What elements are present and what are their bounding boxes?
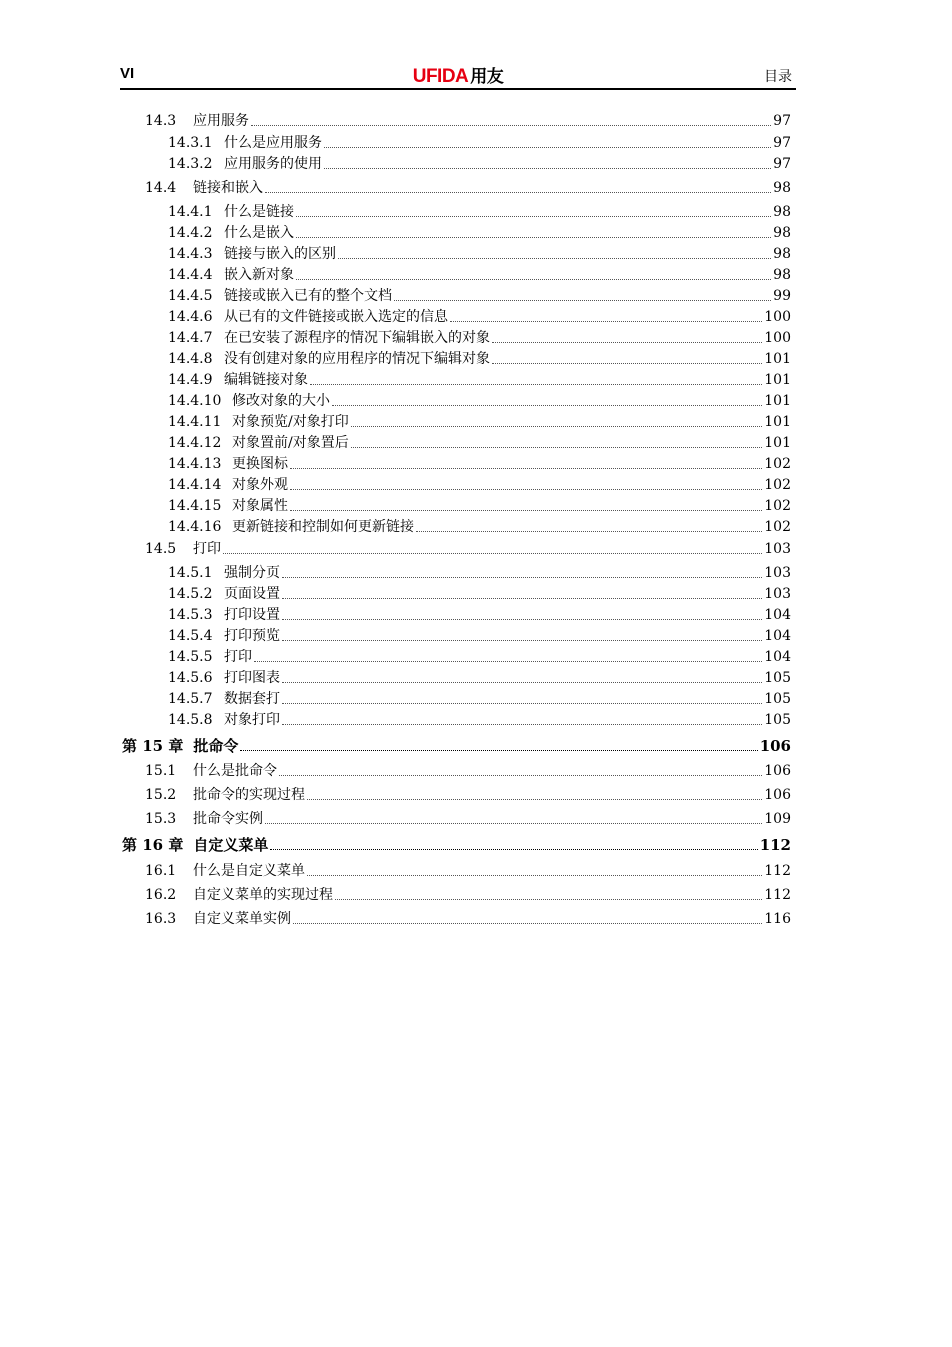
toc-entry-number: 14.4.5 (168, 288, 213, 304)
toc-entry-number: 16.3 (145, 911, 177, 927)
dot-leader (296, 215, 771, 217)
dot-leader (251, 124, 771, 126)
toc-entry-page: 98 (773, 225, 791, 241)
toc-entry-title: 对象预览/对象打印 (232, 414, 349, 430)
logo-brand-text: UFIDA (412, 66, 469, 87)
dot-leader (282, 597, 762, 599)
toc-entry-page: 99 (773, 288, 791, 304)
toc-entry-page: 97 (773, 113, 791, 129)
toc-entry-page: 101 (764, 393, 791, 409)
dot-leader (351, 446, 763, 448)
toc-entry-number: 16.2 (145, 887, 177, 903)
toc-entry-title: 打印 (193, 541, 221, 557)
dot-leader (332, 404, 762, 406)
toc-entry-title: 应用服务 (193, 113, 249, 129)
toc-entry-page: 109 (764, 811, 791, 827)
toc-entry-page: 104 (764, 607, 791, 623)
dot-leader (416, 530, 762, 532)
toc-entry-page: 101 (764, 351, 791, 367)
toc-entry-number: 14.5.2 (168, 586, 213, 602)
toc-entry-title: 链接或嵌入已有的整个文档 (224, 288, 392, 304)
dot-leader (279, 774, 762, 776)
toc-entry[interactable] (0, 860, 952, 880)
toc-entry-title: 在已安装了源程序的情况下编辑嵌入的对象 (224, 330, 490, 346)
toc-entry[interactable] (0, 222, 952, 242)
toc-entry[interactable] (0, 884, 952, 904)
toc-chapter-entry[interactable] (0, 834, 952, 854)
toc-entry-page: 105 (764, 670, 791, 686)
toc-entry-title: 自定义菜单 (193, 836, 269, 854)
toc-entry-page: 98 (773, 204, 791, 220)
dot-leader (290, 488, 762, 490)
toc-entry-number: 15.1 (145, 763, 177, 779)
dot-leader (293, 922, 762, 924)
toc-entry-title: 对象置前/对象置后 (232, 435, 349, 451)
toc-entry-page: 102 (764, 456, 791, 472)
toc-entry-page: 103 (764, 586, 791, 602)
toc-entry-page: 98 (773, 267, 791, 283)
toc-entry-title: 批命令实例 (193, 811, 263, 827)
toc-entry-title: 什么是批命令 (193, 763, 277, 779)
toc-entry[interactable] (0, 562, 952, 582)
dot-leader (270, 848, 757, 850)
toc-entry-page: 106 (764, 763, 791, 779)
toc-entry[interactable] (0, 110, 952, 130)
toc-entry[interactable] (0, 516, 952, 536)
toc-entry[interactable] (0, 474, 952, 494)
dot-leader (324, 146, 771, 148)
toc-entry-title: 应用服务的使用 (224, 156, 322, 172)
toc-entry[interactable] (0, 132, 952, 152)
toc-entry-page: 112 (764, 887, 791, 903)
dot-leader (450, 320, 762, 322)
toc-entry[interactable] (0, 411, 952, 431)
toc-entry-title: 链接与嵌入的区别 (224, 246, 336, 262)
toc-entry-page: 112 (764, 863, 791, 879)
toc-entry-number: 14.4.1 (168, 204, 213, 220)
dot-leader (223, 552, 762, 554)
toc-entry[interactable] (0, 327, 952, 347)
toc-entry-page: 100 (764, 330, 791, 346)
toc-entry-title: 什么是链接 (224, 204, 294, 220)
dot-leader (282, 681, 762, 683)
page-number-roman: VI (120, 65, 135, 82)
toc-entry-number: 14.4.6 (168, 309, 213, 325)
toc-entry-title: 自定义菜单实例 (193, 911, 291, 927)
toc-entry-number: 14.3 (145, 113, 177, 129)
toc-entry-page: 103 (764, 565, 791, 581)
toc-entry-page: 106 (764, 787, 791, 803)
toc-entry-page: 116 (764, 911, 791, 927)
dot-leader (310, 383, 762, 385)
toc-entry-page: 100 (764, 309, 791, 325)
toc-entry-number: 14.4.3 (168, 246, 213, 262)
toc-entry-page: 102 (764, 519, 791, 535)
toc-entry-title: 什么是应用服务 (224, 135, 322, 151)
toc-entry-page: 101 (764, 414, 791, 430)
page-header (120, 62, 796, 90)
toc-entry-page: 101 (764, 372, 791, 388)
toc-entry[interactable] (0, 583, 952, 603)
toc-entry[interactable] (0, 667, 952, 687)
toc-entry-title: 批命令的实现过程 (193, 787, 305, 803)
toc-entry-number: 15.3 (145, 811, 177, 827)
toc-entry-number: 15.2 (145, 787, 177, 803)
toc-entry[interactable] (0, 604, 952, 624)
toc-entry-page: 105 (764, 712, 791, 728)
toc-entry-page: 104 (764, 628, 791, 644)
toc-entry-page: 112 (759, 836, 791, 854)
toc-entry-number: 14.5.1 (168, 565, 213, 581)
toc-entry-title: 修改对象的大小 (232, 393, 330, 409)
dot-leader (290, 509, 762, 511)
dot-leader (394, 299, 771, 301)
toc-entry-number: 14.5.4 (168, 628, 213, 644)
dot-leader (351, 425, 763, 427)
dot-leader (338, 257, 771, 259)
dot-leader (307, 874, 762, 876)
toc-entry[interactable] (0, 243, 952, 263)
toc-entry-number: 14.4.12 (168, 435, 222, 451)
toc-entry-number: 14.5.6 (168, 670, 213, 686)
toc-entry-number: 14.3.2 (168, 156, 213, 172)
dot-leader (254, 660, 762, 662)
toc-entry-title: 对象外观 (232, 477, 288, 493)
toc-entry[interactable] (0, 306, 952, 326)
toc-entry-page: 97 (773, 156, 791, 172)
toc-entry[interactable] (0, 784, 952, 804)
toc-entry-title: 对象属性 (232, 498, 288, 514)
toc-entry-title: 编辑链接对象 (224, 372, 308, 388)
toc-entry-number: 14.5 (145, 541, 177, 557)
toc-entry-number: 14.3.1 (168, 135, 213, 151)
toc-entry-page: 105 (764, 691, 791, 707)
toc-entry-title: 没有创建对象的应用程序的情况下编辑对象 (224, 351, 490, 367)
toc-entry-title: 批命令 (193, 737, 239, 755)
toc-entry[interactable] (0, 808, 952, 828)
toc-entry-title: 什么是自定义菜单 (193, 863, 305, 879)
toc-entry-title: 对象打印 (224, 712, 280, 728)
toc-entry[interactable] (0, 538, 952, 558)
toc-entry[interactable] (0, 201, 952, 221)
dot-leader (296, 278, 771, 280)
dot-leader (282, 702, 762, 704)
dot-leader (307, 798, 762, 800)
toc-entry-number: 14.4 (145, 180, 177, 196)
toc-entry-number: 14.5.5 (168, 649, 213, 665)
toc-entry[interactable] (0, 390, 952, 410)
toc-entry-number: 14.5.7 (168, 691, 213, 707)
toc-entry-page: 103 (764, 541, 791, 557)
toc-entry[interactable] (0, 153, 952, 173)
toc-entry-number: 14.4.15 (168, 498, 222, 514)
toc-entry[interactable] (0, 688, 952, 708)
toc-entry-number: 14.4.10 (168, 393, 222, 409)
toc-entry-title: 打印预览 (224, 628, 280, 644)
dot-leader (265, 822, 762, 824)
toc-entry-title: 强制分页 (224, 565, 280, 581)
dot-leader (335, 898, 762, 900)
toc-entry-title: 打印设置 (224, 607, 280, 623)
toc-entry-number: 第 16 章 (122, 836, 184, 854)
toc-entry-title: 数据套打 (224, 691, 280, 707)
toc-entry-number: 14.4.11 (168, 414, 222, 430)
toc-entry-title: 打印 (224, 649, 252, 665)
toc-entry-number: 14.5.3 (168, 607, 213, 623)
toc-entry-title: 链接和嵌入 (193, 180, 263, 196)
toc-entry[interactable] (0, 709, 952, 729)
toc-entry[interactable] (0, 177, 952, 197)
toc-entry-number: 16.1 (145, 863, 177, 879)
dot-leader (240, 749, 757, 751)
toc-entry-number: 14.5.8 (168, 712, 213, 728)
toc-entry[interactable] (0, 495, 952, 515)
dot-leader (265, 191, 771, 193)
dot-leader (290, 467, 762, 469)
dot-leader (282, 576, 762, 578)
dot-leader (282, 618, 762, 620)
dot-leader (282, 723, 762, 725)
toc-entry-page: 98 (773, 246, 791, 262)
dot-leader (282, 639, 762, 641)
logo-chinese-text: 用友 (470, 67, 504, 86)
dot-leader (492, 341, 762, 343)
toc-entry-page: 102 (764, 477, 791, 493)
toc-entry-number: 14.4.13 (168, 456, 222, 472)
toc-entry[interactable] (0, 264, 952, 284)
toc-entry-title: 什么是嵌入 (224, 225, 294, 241)
toc-entry-number: 14.4.9 (168, 372, 213, 388)
toc-entry-title: 页面设置 (224, 586, 280, 602)
toc-entry-title: 从已有的文件链接或嵌入选定的信息 (224, 309, 448, 325)
toc-entry[interactable] (0, 348, 952, 368)
toc-entry-number: 14.4.16 (168, 519, 222, 535)
toc-entry-number: 14.4.7 (168, 330, 213, 346)
toc-entry[interactable] (0, 432, 952, 452)
toc-entry[interactable] (0, 646, 952, 666)
toc-entry-title: 嵌入新对象 (224, 267, 294, 283)
toc-entry-title: 打印图表 (224, 670, 280, 686)
toc-entry-title: 更新链接和控制如何更新链接 (232, 519, 414, 535)
section-title: 目录 (764, 69, 792, 85)
toc-entry-page: 101 (764, 435, 791, 451)
toc-entry-title: 更换图标 (232, 456, 288, 472)
toc-entry[interactable] (0, 760, 952, 780)
toc-entry-page: 106 (759, 737, 791, 755)
toc-entry-page: 102 (764, 498, 791, 514)
toc-entry[interactable] (0, 369, 952, 389)
toc-entry-number: 第 15 章 (122, 737, 184, 755)
toc-entry-title: 自定义菜单的实现过程 (193, 887, 333, 903)
toc-entry-number: 14.4.8 (168, 351, 213, 367)
dot-leader (296, 236, 771, 238)
toc-entry[interactable] (0, 285, 952, 305)
toc-entry-number: 14.4.2 (168, 225, 213, 241)
toc-entry[interactable] (0, 908, 952, 928)
toc-entry-page: 97 (773, 135, 791, 151)
ufida-logo (120, 62, 796, 88)
toc-entry-number: 14.4.14 (168, 477, 222, 493)
toc-entry-number: 14.4.4 (168, 267, 213, 283)
toc-entry[interactable] (0, 625, 952, 645)
dot-leader (324, 167, 771, 169)
dot-leader (492, 362, 762, 364)
toc-entry-page: 98 (773, 180, 791, 196)
toc-entry[interactable] (0, 453, 952, 473)
toc-entry-page: 104 (764, 649, 791, 665)
toc-chapter-entry[interactable] (0, 735, 952, 755)
